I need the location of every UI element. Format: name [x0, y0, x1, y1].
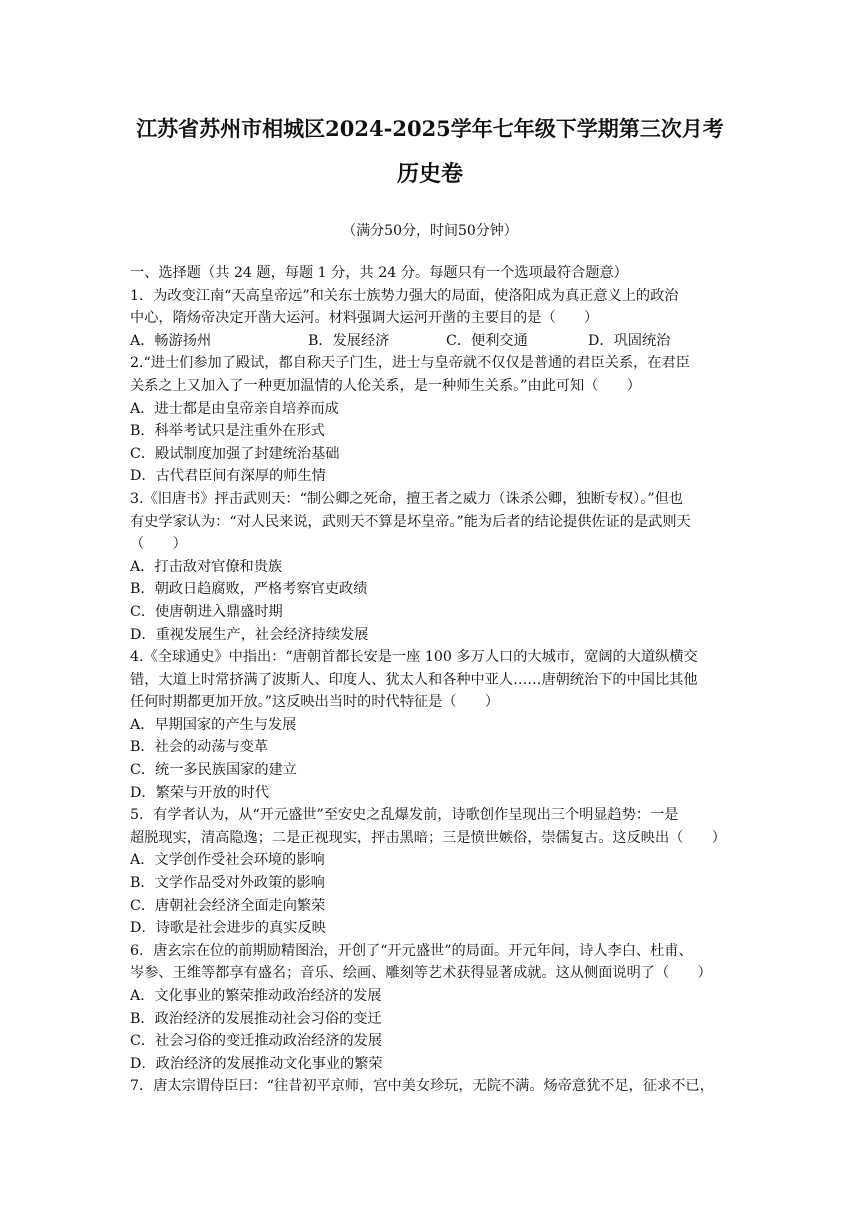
q2-option-c[interactable]: C．殿试制度加强了封建统治基础 [130, 445, 340, 462]
q4-line-2: 错，大道上时常挤满了波斯人、印度人、犹太人和各种中亚人……唐朝统治下的中国比其他 [130, 671, 698, 688]
q1-option-a[interactable]: A．畅游扬州 [130, 332, 212, 349]
q3-line-1: 3.《旧唐书》抨击武则天：“制公卿之死命，擅王者之威力（诛杀公卿，独断专权）。”但也 [130, 490, 683, 507]
q6-option-d[interactable]: D．政治经济的发展推动文化事业的繁荣 [130, 1055, 383, 1072]
q1-line-1: 1．为改变江南“天高皇帝远”和关东士族势力强大的局面，使洛阳成为真正意义上的政治 [130, 287, 679, 304]
q2-option-a[interactable]: A．进士都是由皇帝亲自培养而成 [130, 400, 339, 417]
q6-option-c[interactable]: C．社会习俗的变迁推动政治经济的发展 [130, 1033, 383, 1050]
q1-option-b[interactable]: B．发展经济 [308, 332, 390, 349]
q3-option-a[interactable]: A．打击敌对官僚和贵族 [130, 558, 283, 575]
q3-option-c[interactable]: C．使唐朝进入鼎盛时期 [130, 603, 283, 620]
q6-option-a[interactable]: A．文化事业的繁荣推动政治经济的发展 [130, 988, 382, 1004]
q5-option-c[interactable]: C．唐朝社会经济全面走向繁荣 [130, 897, 326, 914]
q2-option-b[interactable]: B．科举考试只是注重外在形式 [130, 423, 325, 440]
q5-line-2: 超脱现实，清高隐逸；二是正视现实，抨击黑暗；三是愤世嫉俗，崇儒复古。这反映出（ ） [130, 829, 726, 846]
q5-option-d[interactable]: D．诗歌是社会进步的真实反映 [130, 920, 326, 937]
q7-line-1: 7．唐太宗谓侍臣曰：“往昔初平京师，宫中美女珍玩，无院不满。炀帝意犹不足，征求不已， [130, 1078, 714, 1095]
exam-subtitle: 历史卷 [396, 161, 463, 187]
q1-option-c[interactable]: C．便利交通 [446, 332, 528, 349]
q6-option-b[interactable]: B．政治经济的发展推动社会习俗的变迁 [130, 1010, 382, 1027]
q1-line-2: 中心，隋炀帝决定开凿大运河。材料强调大运河开凿的主要目的是（ ） [130, 310, 599, 327]
q2-option-d[interactable]: D．古代君臣间有深厚的师生情 [130, 468, 326, 485]
question-body [130, 262, 740, 1098]
q6-line-1: 6．唐玄宗在位的前期励精图治，开创了“开元盛世”的局面。开元年间，诗人李白、杜甫、 [130, 942, 693, 959]
exam-note: （满分50分，时间50分钟） [342, 223, 518, 239]
q1-options [130, 330, 740, 353]
q5-option-b[interactable]: B．文学作品受对外政策的影响 [130, 875, 325, 892]
exam-title: 江苏省苏州市相城区2024-2025学年七年级下学期第三次月考 [136, 116, 724, 141]
q6-line-2: 岑参、王维等都享有盛名；音乐、绘画、雕刻等艺术获得显著成就。这从侧面说明了（ ） [130, 965, 712, 982]
q4-line-3: 任何时期都更加开放。”这反映出当时的时代特征是（ ） [130, 694, 500, 711]
q4-option-a[interactable]: A．早期国家的产生与发展 [130, 716, 297, 733]
q4-line-1: 4.《全球通史》中指出：“唐朝首都长安是一座 100 多万人口的大城市，宽阔的大道纵横交 [130, 649, 698, 666]
q3-line-3: （ ） [130, 536, 187, 553]
q3-option-d[interactable]: D．重视发展生产，社会经济持续发展 [130, 626, 369, 643]
q1-option-d[interactable]: D．巩固统治 [588, 332, 671, 349]
q4-option-b[interactable]: B．社会的动荡与变革 [130, 739, 269, 756]
q4-option-c[interactable]: C．统一多民族国家的建立 [130, 762, 297, 779]
q3-option-b[interactable]: B．朝政日趋腐败，严格考察官吏政绩 [130, 581, 368, 598]
q5-option-a[interactable]: A．文学创作受社会环境的影响 [130, 852, 325, 869]
q3-line-2: 有史学家认为：“对人民来说，武则天不算是坏皇帝。”能为后者的结论提供佐证的是武则天 [130, 513, 691, 530]
q4-option-d[interactable]: D．繁荣与开放的时代 [130, 784, 270, 801]
q2-line-2: 关系之上又加入了一种更加温情的人伦关系，是一种师生关系。”由此可知（ ） [130, 377, 641, 394]
section-heading: 一、选择题（共 24 题，每题 1 分，共 24 分。每题只有一个选项最符合题意） [130, 265, 628, 281]
q5-line-1: 5．有学者认为，从“开元盛世”至安史之乱爆发前，诗歌创作呈现出三个明显趋势：一是 [130, 807, 679, 824]
q2-line-1: 2.“进士们参加了殿试，都自称天子门生，进士与皇帝就不仅仅是普通的君臣关系，在君臣 [130, 355, 690, 372]
